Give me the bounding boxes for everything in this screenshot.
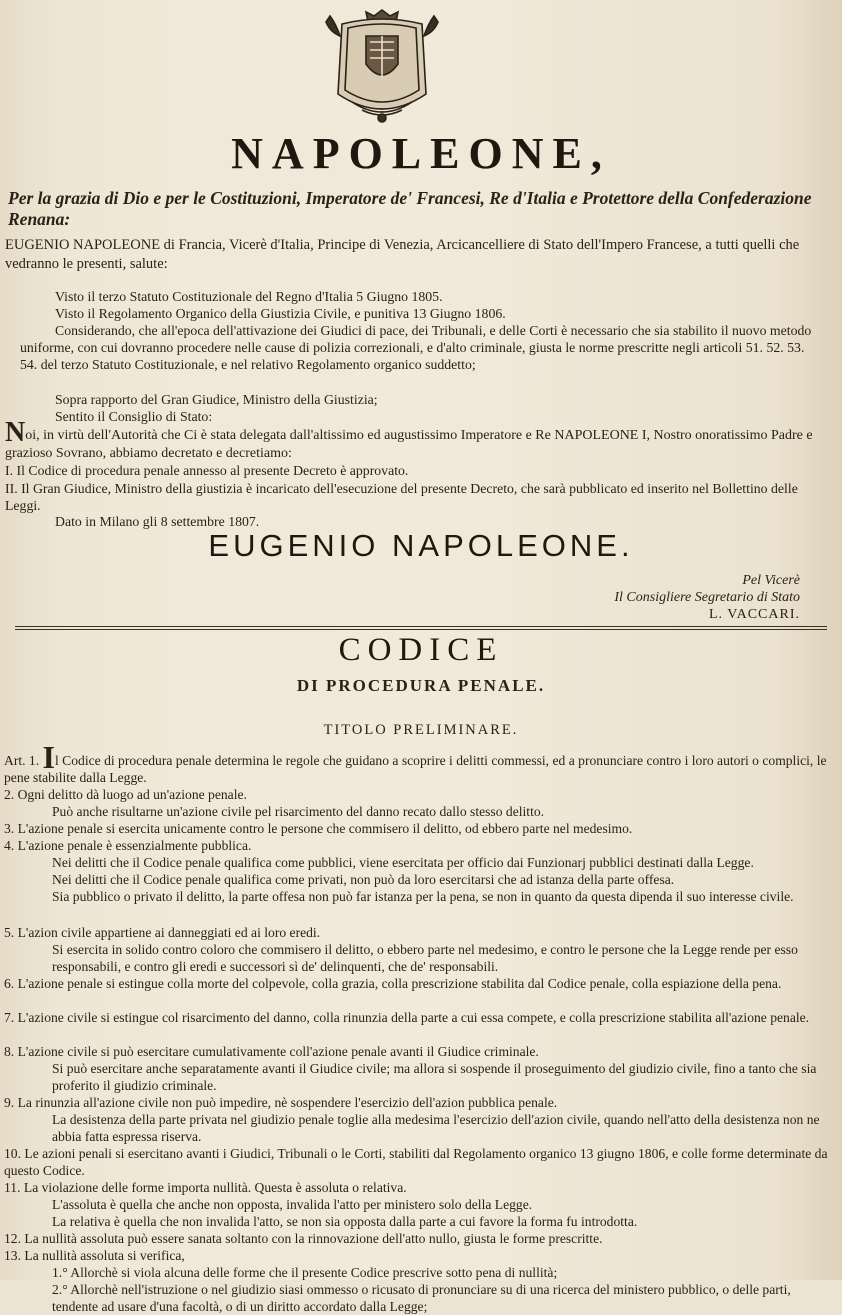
article-4-c: Nei delitti che il Codice penale qualifica come privati, non può da loro esercitarsi che ad istanza della parte offesa. (52, 872, 675, 887)
titolo-heading: TITOLO PRELIMINARE. (323, 722, 519, 738)
article-4-b: Nei delitti che il Codice penale qualifica come pubblici, viene esercitata per officio dai Funzionarj pubblici destinati dalla Legge. (52, 855, 754, 870)
article-13-a: 13. La nullità assoluta si verifica, (4, 1248, 185, 1263)
article-9-a: 9. La rinunzia all'azione civile non può impedire, nè sospendere l'esercizio dell'azion pubblica penale. (4, 1095, 558, 1110)
article-9 (4, 1094, 830, 1145)
countersignature (540, 572, 800, 623)
article-6: 6. L'azione penale si estingue colla morte del colpevole, colla grazia, colla prescrizione stabilita dal Codice penale, colla espiazione della pena. (4, 976, 782, 991)
article-1 (4, 739, 830, 786)
article-13 (4, 1247, 830, 1315)
article-4-a: 4. L'azione penale è essenzialmente pubblica. (4, 838, 252, 853)
article-11-c: La relativa è quella che non invalida l'atto, se non sia opposta dalla parte a cui favore la forma fu introdotta. (52, 1214, 638, 1229)
code-title: CODICE (338, 632, 504, 668)
sopra-rapporto: Sopra rapporto del Gran Giudice, Ministro della Giustizia; (55, 392, 378, 407)
visto-regolamento: Visto il Regolamento Organico della Giustizia Civile, e punitiva 13 Giugno 1806. (55, 306, 506, 322)
article-12: 12. La nullità assoluta può essere sanata soltanto con la rinnovazione dell'atto nullo, giusta le forme prescritte. (4, 1231, 603, 1246)
drop-cap-i: I (42, 739, 55, 775)
article-8-b: Si può esercitare anche separatamente avanti il Giudice civile; ma allora si sospende il proseguimento del giudizio civile, fino a tanto che sia proferito il giudizio criminale. (52, 1061, 817, 1093)
article-1-label: Art. 1. (4, 753, 40, 768)
article-8 (4, 1043, 830, 1094)
signature-name: EUGENIO NAPOLEONE. (208, 528, 634, 563)
article-9-b: La desistenza della parte privata nel giudizio penale toglie alla medesima l'esercizio dell'azion civile, quando nell'atto della desistenza non ne abbia fatta espressa riserva. (52, 1112, 820, 1144)
page-title: NAPOLEONE, (231, 129, 611, 178)
article-2 (4, 786, 830, 820)
dated-line: Dato in Milano gli 8 settembre 1807. (55, 514, 260, 529)
decree-article-1: I. Il Codice di procedura penale annesso al presente Decreto è approvato. (5, 463, 409, 478)
coat-of-arms-emblem (322, 6, 442, 124)
sentito-consiglio: Sentito il Consiglio di Stato: (55, 409, 213, 424)
code-subtitle: DI PROCEDURA PENALE. (296, 676, 546, 695)
article-10: 10. Le azioni penali si esercitano avanti i Giudici, Tribunali o le Corti, stabiliti dal Regolamento organico 13 giugno 1806, e colle forme determinate da questo Codice. (4, 1146, 828, 1178)
consigliere-title: Il Consigliere Segretario di Stato (614, 590, 800, 605)
drop-cap-n: N (5, 417, 26, 448)
considerando-paragraph: Considerando, che all'epoca dell'attivazione dei Giudici di pace, dei Tribunali, e delle Corti è necessario che sia stabilito il nuovo metodo uniforme, con cui dovranno procedere nelle cause di polizia correzionali, e d'alto criminale, giusta le norme prescritte negli articoli 51. 52. 53. 54. del terzo Statuto Costituzionale, e nel relativo Regolamento organico suddetto; (20, 323, 812, 373)
declaration-paragraph: EUGENIO NAPOLEONE di Francia, Vicerè d'Italia, Principe di Venezia, Arcicancelliere di Stato dell'Impero Francese, a tutti quelli che vedranno le presenti, salute: (5, 237, 800, 272)
article-5-a: 5. L'azion civile appartiene ai danneggiati ed ai loro eredi. (4, 925, 321, 940)
article-11 (4, 1179, 830, 1230)
divider-rule-thin (15, 629, 827, 630)
article-4 (4, 837, 830, 905)
article-4-d: Sia pubblico o privato il delitto, la parte offesa non può far istanza per la pena, se non in quanto da questa dipenda il suo interesse civile. (52, 889, 794, 904)
article-13-b: 1.° Allorchè si viola alcuna delle forme che il presente Codice prescrive sotto pena di nullità; (52, 1265, 558, 1280)
article-5 (4, 924, 830, 975)
visto-statuto: Visto il terzo Statuto Costituzionale del Regno d'Italia 5 Giugno 1805. (55, 289, 443, 304)
pel-vicere: Pel Vicerè (742, 573, 800, 588)
article-3: 3. L'azione penale si esercita unicamente contro le persone che commisero il delitto, od ebbero parte nel medesimo. (4, 821, 633, 836)
article-8-a: 8. L'azione civile si può esercitare cumulativamente coll'azione penale avanti il Giudice criminale. (4, 1044, 539, 1059)
decree-paragraph (5, 417, 827, 462)
title-subtitle: Per la grazia di Dio e per le Costituzioni, Imperatore de' Francesi, Re d'Italia e Protettore della Confederazione Renana: (8, 188, 812, 229)
decree-article-2: II. Il Gran Giudice, Ministro della giustizia è incaricato dell'esecuzione del presente Decreto, che sarà pubblicato ed inserito nel Bollettino delle Leggi. (5, 481, 798, 514)
article-2-b: Può anche risultarne un'azione civile pel risarcimento del danno recato dallo stesso delitto. (52, 804, 545, 819)
article-11-b: L'assoluta è quella che anche non opposta, invalida l'atto per ministero solo della Legge. (52, 1197, 533, 1212)
article-2-a: 2. Ogni delitto dà luogo ad un'azione penale. (4, 787, 247, 802)
article-5-b: Si esercita in solido contro coloro che commisero il delitto, o ebbero parte nel medesimo, e contro le persone che la Legge rende per esso responsabili, e contro gli eredi e successori sì de' delinquenti, che de' responsabili. (52, 942, 798, 974)
divider-rule (15, 626, 827, 627)
article-1-text: l Codice di procedura penale determina le regole che guidano a scoprire i delitti commessi, ed a pronunciare contro i loro autori o complici, le pene stabilite dalla Legge. (4, 753, 827, 785)
decree-text: oi, in virtù dell'Autorità che Ci è stata delegata dall'altissimo ed augustissimo Imperatore e Re NAPOLEONE I, Nostro onoratissimo Padre e grazioso Sovrano, abbiamo decretato e decretiamo: (5, 428, 813, 461)
visto-block (55, 288, 825, 322)
article-11-a: 11. La violazione delle forme importa nullità. Questa è assoluta o relativa. (4, 1180, 407, 1195)
article-13-c: 2.° Allorchè nell'istruzione o nel giudizio siasi ommesso o ricusato di pronunciare su di una ricerca del ministero pubblico, o delle parti, tendente ad usare d'una facoltà, o di un diritto accordato dalla Legge; (52, 1282, 791, 1314)
vaccari-signature: L. VACCARI. (708, 607, 800, 622)
article-7: 7. L'azione civile si estingue col risarcimento del danno, colla rinunzia della parte a cui essa compete, e colla prescrizione stabilita all'azione penale. (4, 1010, 810, 1025)
